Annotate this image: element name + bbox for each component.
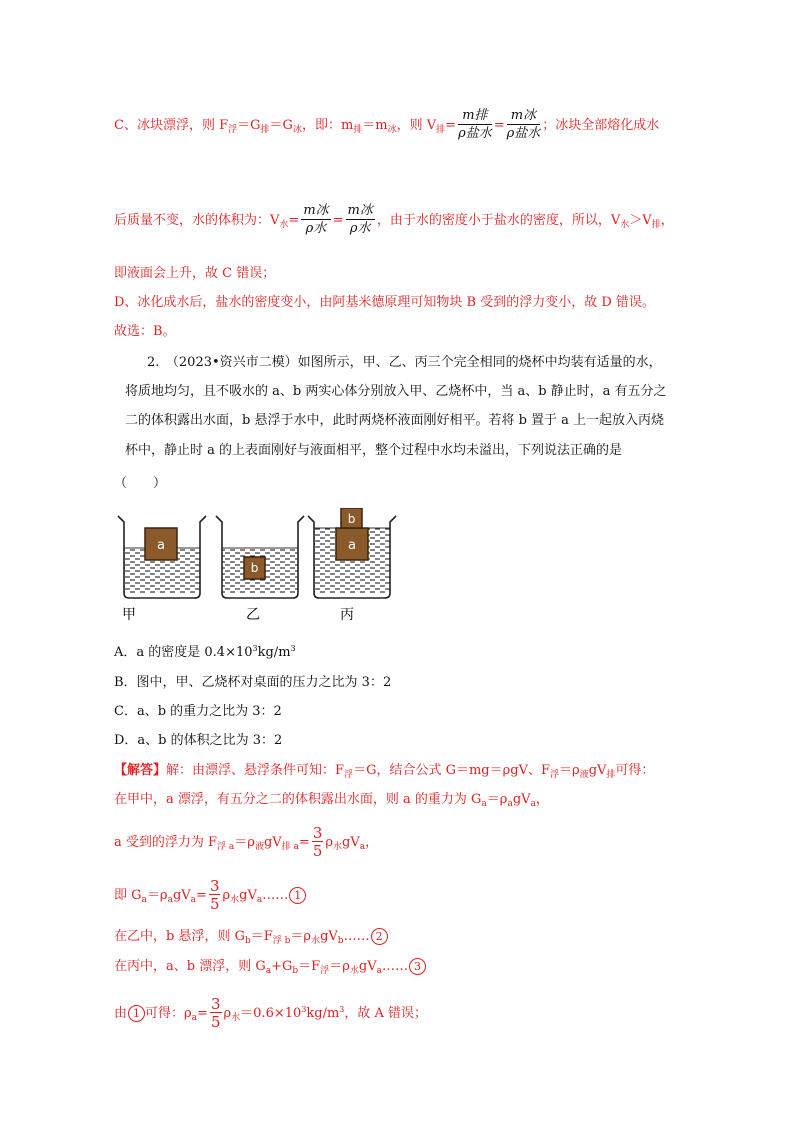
option-a: A．a 的密度是 $0.4\times 10^3kg/m^3$: [114, 644, 296, 660]
solution-line5: 在乙中，b 悬浮，则 $G_b=F_{浮 b}=\rho_水gV_b\dots\dots$ 2: [114, 927, 388, 948]
fraction-three-fifths: $\frac{3}{5}$: [210, 995, 221, 1031]
label-yi: 乙: [246, 607, 260, 623]
solution-line4: 即 $G_a=\rho_agV_a=$ $\frac{3}{5}$ $\rho_水gV_a\dots\dots$ 1: [114, 878, 306, 913]
question-2-line1: 2. （2023•资兴市二模）如图所示，甲、乙、丙三个完全相同的烧杯中均装有适量的水，: [147, 355, 662, 370]
option-d: D．a、b 的体积之比为 3：2: [114, 733, 283, 748]
svg-text:a: a: [157, 538, 165, 553]
fraction-three-fifths: $\frac{3}{5}$: [209, 877, 220, 913]
fraction: $\frac{\text{m冰}}{\text{ρ水}}$: [347, 203, 373, 236]
beakers-diagram: [114, 508, 414, 643]
label-jia: 甲: [122, 607, 136, 623]
question-2-paren: （ ）: [114, 476, 167, 491]
analysis-d: D、冰化成水后，盐水的密度变小，由阿基米德原理可知物块 B 受到的浮力变小，故 D 错误。: [114, 295, 655, 310]
beaker-yi: [216, 516, 304, 598]
beakers-figure: [114, 508, 414, 647]
analysis-c-line1: C、冰块漂浮，则 $F_浮=G_排=G_冰$，即：$m_排=m_冰$，则 $V_排=$ $\frac{\text{m排}}{\text{ρ盐水}}$ = $\frac{\text{m冰}}{\text{ρ盐水}}$ ；冰块全部熔化成水: [114, 108, 660, 141]
beaker-jia: [118, 516, 206, 598]
solution-line6: 在丙中，a、b 漂浮，则 $G_a+G_b=F_浮=\rho_水gV_a\dots\dots$ 3: [114, 957, 426, 978]
option-b: B．图中，甲、乙烧杯对桌面的压力之比为 3：2: [114, 675, 392, 690]
solution-line3: a 受到的浮力为 $F_{浮 a}=\rho_液gV_{排 a}=$ $\frac{3}{5}$ $\rho_水gV_a$，: [114, 824, 379, 860]
analysis-c-line3: 即液面会上升，故 C 错误；: [114, 266, 276, 281]
fraction: $\frac{\text{m冰}}{\text{ρ盐水}}$: [506, 108, 541, 141]
circled-number-1: 1: [128, 1005, 145, 1022]
fraction: $\frac{\text{m排}}{\text{ρ盐水}}$: [458, 108, 492, 141]
circled-number-3: 3: [409, 958, 426, 975]
option-c: C．a、b 的重力之比为 3：2: [114, 704, 282, 719]
circled-number-2: 2: [371, 928, 388, 945]
label-bing: 丙: [340, 607, 354, 623]
solution-line1: 【解答】解：由漂浮、悬浮条件可知：$F_浮=G$，结合公式 G＝mg＝ρgV、$F_浮=\rho_液gV_排$可得：: [114, 763, 655, 780]
fraction: $\frac{\text{m冰}}{\text{ρ水}}$: [303, 203, 329, 236]
svg-text:a: a: [348, 538, 356, 553]
analysis-c-line2: 后质量不变，水的体积为：$V_水=$ $\frac{\text{m冰}}{\text{ρ水}}$ = $\frac{\text{m冰}}{\text{ρ水}}$ ，由于水的密度小于盐水的密度，所以，$V_水>V_排$，: [114, 203, 674, 236]
answer-1: 故选：B。: [114, 324, 176, 339]
circled-number-1: 1: [289, 887, 306, 904]
beaker-bing: [308, 508, 396, 598]
solution-line2: 在甲中，a 漂浮，有五分之二的体积露出水面，则 a 的重力为 $G_a=\rho_agV_a$，: [114, 792, 549, 809]
solution-tag: 【解答】: [114, 763, 167, 778]
fraction-three-fifths: $\frac{3}{5}$: [312, 824, 323, 860]
question-2-line4: 杯中，静止时 a 的上表面刚好与液面相平，整个过程中水均未溢出，下列说法正确的是: [125, 443, 623, 458]
solution-line7: 由 1 可得：$\rho_a=$ $\frac{3}{5}$ $\rho_水=0.6\times 10^3kg/m^3$，故 A 错误；: [114, 995, 428, 1031]
svg-text:b: b: [250, 561, 259, 575]
svg-text:b: b: [347, 512, 356, 526]
question-2-line2: 将质地均匀，且不吸水的 a、b 两实心体分别放入甲、乙烧杯中，当 a、b 静止时，a 有五分之: [125, 384, 667, 399]
question-2-line3: 二的体积露出水面，b 悬浮于水中，此时两烧杯液面刚好相平。若将 b 置于 a 上一起放入丙烧: [125, 413, 665, 428]
